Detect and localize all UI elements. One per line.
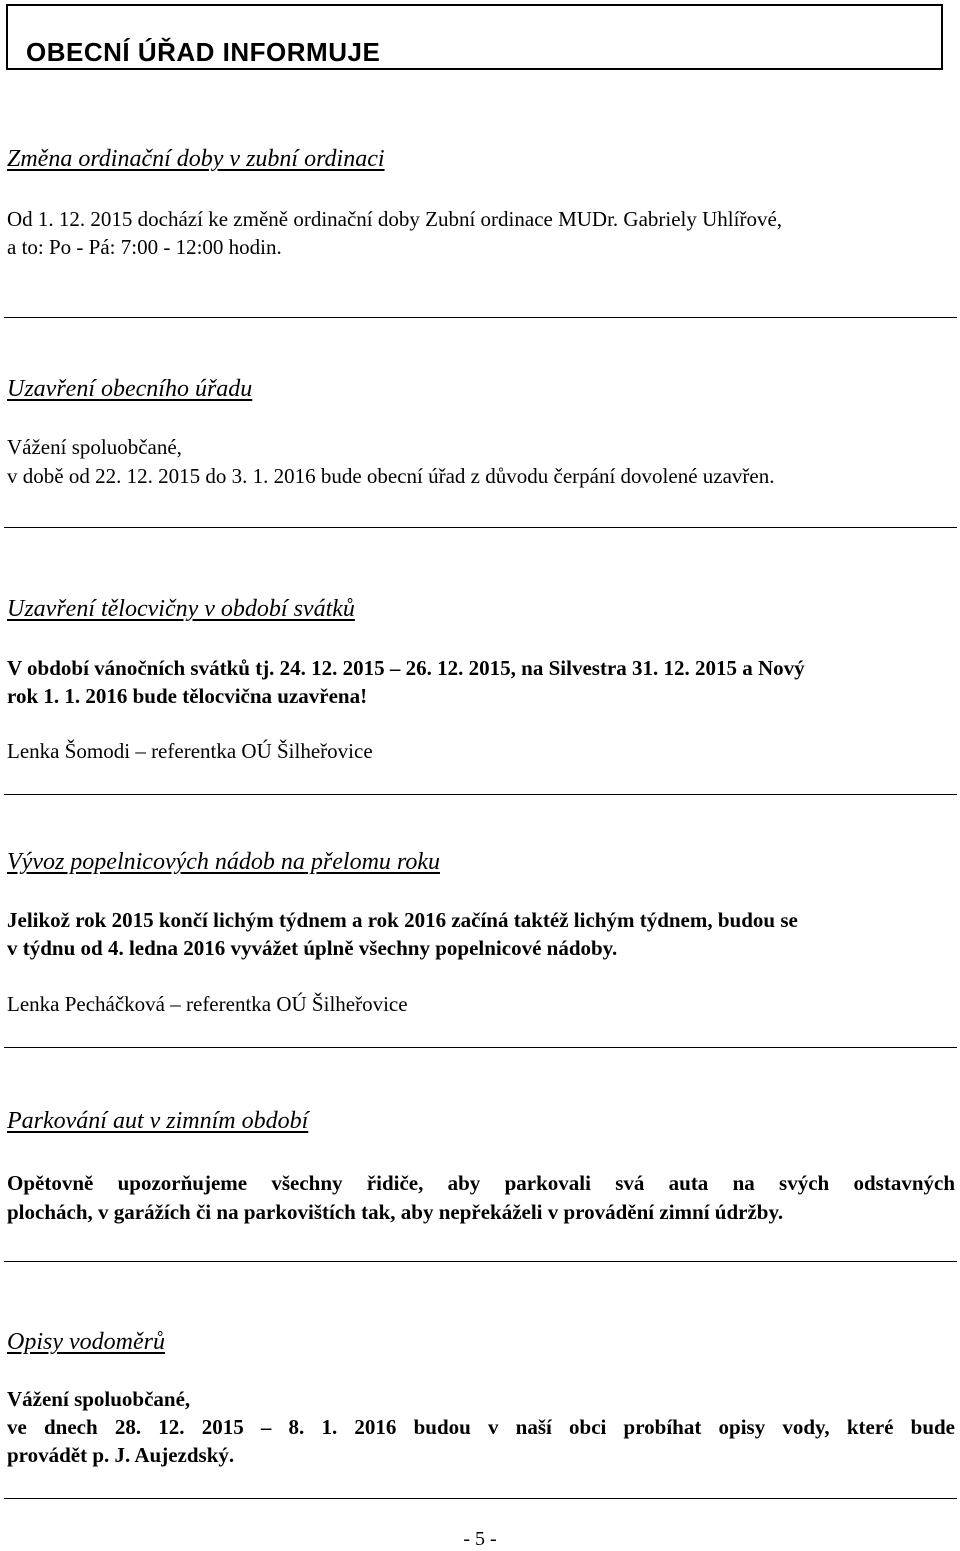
section-text: v době od 22. 12. 2015 do 3. 1. 2016 bude obecní úřad z důvodu čerpání dovolené uzavřen.	[7, 464, 775, 488]
page-title: OBECNÍ ÚŘAD INFORMUJE	[26, 37, 381, 67]
section-heading: Parkování aut v zimním období	[7, 1108, 309, 1134]
section-text: plochách, v garážích či na parkovištích tak, aby nepřekáželi v provádění zimní údržby.	[7, 1200, 784, 1224]
section-heading: Změna ordinační doby v zubní ordinaci	[7, 146, 385, 172]
section-heading: Uzavření tělocvičny v období svátků	[7, 596, 355, 622]
divider	[4, 317, 957, 318]
page-number: - 5 -	[463, 1528, 497, 1550]
divider	[4, 1261, 957, 1262]
signature: Lenka Pecháčková – referentka OÚ Šilheřovice	[7, 992, 408, 1016]
section-text: V období vánočních svátků tj. 24. 12. 2015 – 26. 12. 2015, na Silvestra 31. 12. 2015 a Nový	[7, 656, 805, 680]
section-text: Vážení spoluobčané,	[7, 435, 182, 459]
section-text: Od 1. 12. 2015 dochází ke změně ordinační doby Zubní ordinace MUDr. Gabriely Uhlířové,	[7, 207, 783, 231]
signature: Lenka Šomodi – referentka OÚ Šilheřovice	[7, 739, 373, 763]
section-text: v týdnu od 4. ledna 2016 vyvážet úplně všechny popelnicové nádoby.	[7, 936, 618, 960]
section-text: ve dnech 28. 12. 2015 – 8. 1. 2016 budou v naší obci probíhat opisy vody, které bude	[7, 1415, 955, 1439]
section-text: Jelikož rok 2015 končí lichým týdnem a rok 2016 začíná taktéž lichým týdnem, budou se	[7, 908, 798, 932]
section-text: Opětovně upozorňujeme všechny řidiče, aby parkovali svá auta na svých odstavných	[7, 1171, 955, 1195]
section-heading: Vývoz popelnicových nádob na přelomu roku	[7, 849, 440, 875]
divider	[4, 794, 957, 795]
section-text: a to: Po - Pá: 7:00 - 12:00 hodin.	[7, 235, 282, 259]
title-box	[6, 4, 943, 70]
section-text: Vážení spoluobčané,	[7, 1387, 191, 1411]
section-text: provádět p. J. Aujezdský.	[7, 1443, 235, 1467]
section-heading: Uzavření obecního úřadu	[7, 376, 253, 402]
divider	[4, 527, 957, 528]
divider	[4, 1498, 957, 1499]
section-text: rok 1. 1. 2016 bude tělocvična uzavřena!	[7, 684, 368, 708]
divider	[4, 1047, 957, 1048]
section-heading: Opisy vodoměrů	[7, 1329, 165, 1355]
